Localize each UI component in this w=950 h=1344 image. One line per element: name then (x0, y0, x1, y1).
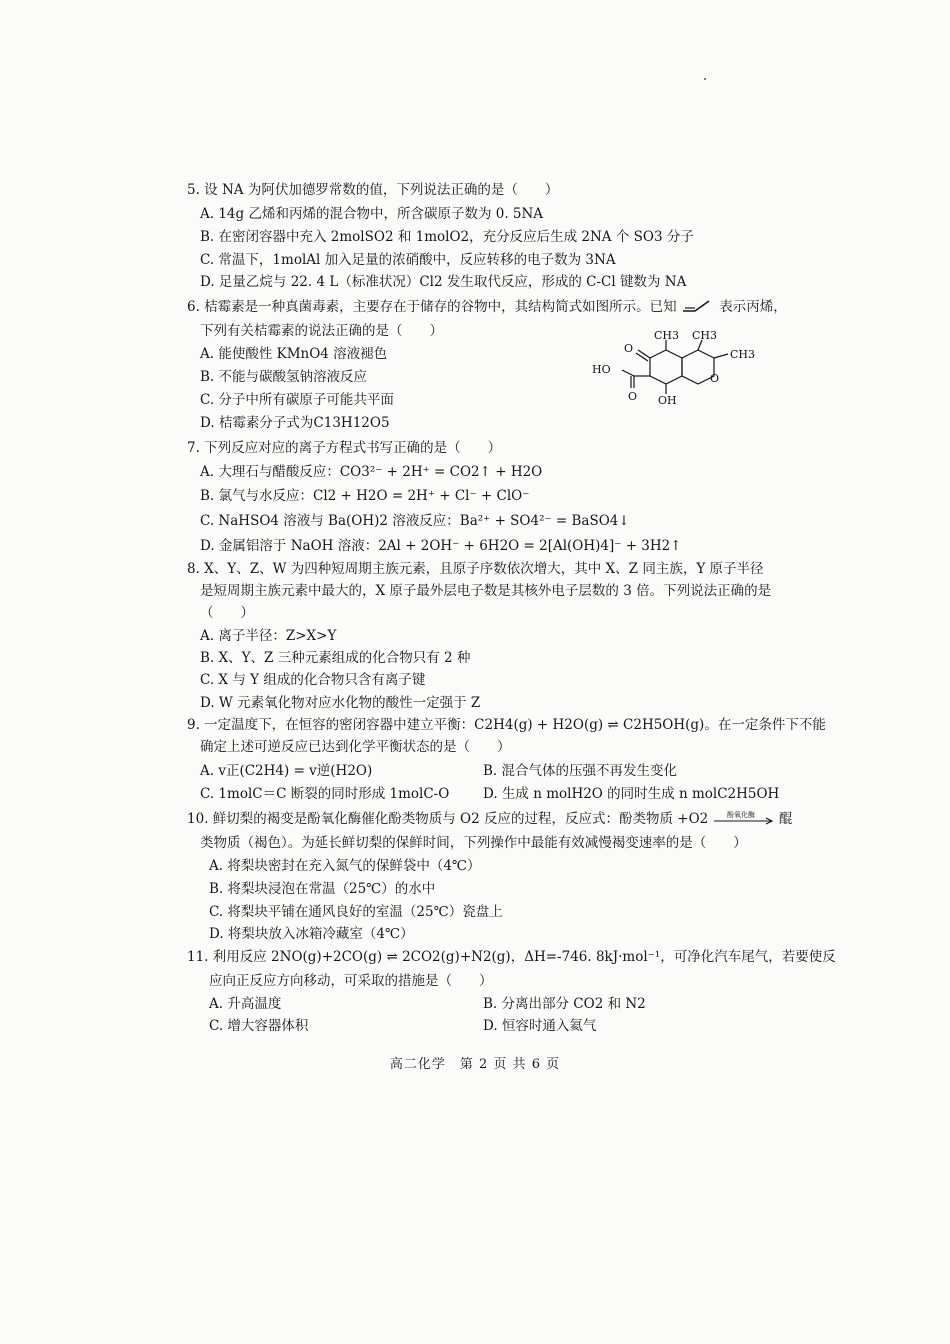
page-footer: 高二化学 第 2 页 共 6 页 (389, 1057, 561, 1072)
q6-option-d: D. 桔霉素分子式为C13H12O5 (200, 415, 390, 431)
propene-zigzag-icon (681, 299, 715, 313)
q10-stem-1-text: 10. 鲜切梨的褐变是酚氧化酶催化酚类物质与 O2 反应的过程，反应式：酚类物质 +O2 (187, 811, 709, 827)
arrow-label-enzyme: 酚氧化酶 (726, 811, 755, 819)
reaction-arrow-icon (713, 810, 775, 826)
q11-option-a: A. 升高温度 (209, 996, 282, 1012)
q8-option-a: A. 离子半径：Z>X>Y (200, 628, 337, 644)
q8-stem-2: 是短周期主族元素中最大的，X 原子最外层电子数是其核外电子层数的 3 倍。下列说法正确的是 (200, 583, 772, 599)
structure-ch3-a: CH3 (654, 330, 680, 342)
q11-option-b: B. 分离出部分 CO2 和 N2 (483, 996, 646, 1012)
q5-option-d: D. 足量乙烷与 22. 4 L（标准状况）Cl2 发生取代反应，形成的 C-Cl 键数为 NA (200, 274, 687, 290)
q10-option-a: A. 将梨块密封在充入氮气的保鲜袋中（4℃） (209, 858, 481, 874)
q7-option-d: D. 金属铝溶于 NaOH 溶液：2Al + 2OH⁻ + 6H2O = 2[Al(OH)4]⁻ + 3H2↑ (200, 538, 682, 554)
q7-option-a: A. 大理石与醋酸反应：CO3²⁻ + 2H⁺ = CO2↑ + H2O (200, 464, 543, 480)
q9-option-a: A. v正(C2H4) = v逆(H2O) (200, 763, 373, 779)
structure-o-carboxyl: O (628, 390, 638, 403)
q5-option-a: A. 14g 乙烯和丙烯的混合物中，所含碳原子数为 0. 5NA (200, 206, 544, 222)
q8-stem-3: （ ） (200, 605, 254, 621)
q6-stem-2: 下列有关桔霉素的说法正确的是（ ） (200, 323, 443, 339)
q10-stem-1-tail: 醌 (778, 811, 793, 827)
q9-option-d: D. 生成 n molH2O 的同时生成 n molC2H5OH (483, 786, 780, 802)
q7-option-c: C. NaHSO4 溶液与 Ba(OH)2 溶液反应：Ba²⁺ + SO4²⁻ = BaSO4↓ (200, 513, 630, 529)
structure-ho: HO (592, 363, 611, 376)
q8-option-b: B. X、Y、Z 三种元素组成的化合物只有 2 种 (200, 650, 471, 666)
structure-o-ketone: O (624, 342, 634, 355)
q10-option-c: C. 将梨块平铺在通风良好的室温（25℃）瓷盘上 (209, 904, 503, 920)
structure-o-ring: O (710, 372, 720, 385)
q5-option-b: B. 在密闭容器中充入 2molSO2 和 1molO2，充分反应后生成 2NA 个 SO3 分子 (200, 229, 694, 245)
q11-option-c: C. 增大容器体积 (209, 1018, 309, 1034)
q10-option-b: B. 将梨块浸泡在常温（25℃）的水中 (209, 881, 436, 897)
q9-option-c: C. 1molC＝C 断裂的同时形成 1molC-O (200, 786, 450, 802)
q11-option-d: D. 恒容时通入氦气 (483, 1018, 597, 1034)
q9-stem-2: 确定上述可逆反应已达到化学平衡状态的是（ ） (200, 739, 511, 755)
enzyme-reaction-arrow (713, 810, 775, 828)
q6-stem-1-tail: 表示丙烯， (719, 299, 787, 315)
q10-stem-1 (187, 810, 792, 828)
citrinin-structure-diagram (588, 330, 763, 415)
q7-option-b: B. 氯气与水反应：Cl2 + H2O = 2H⁺ + Cl⁻ + ClO⁻ (200, 488, 530, 504)
q6-option-b: B. 不能与碳酸氢钠溶液反应 (200, 369, 368, 385)
structure-oh: OH (658, 394, 677, 407)
q7-stem: 7. 下列反应对应的离子方程式书写正确的是（ ） (187, 440, 502, 456)
q9-option-b: B. 混合气体的压强不再发生变化 (483, 763, 678, 779)
q9-stem-1: 9. 一定温度下，在恒容的密闭容器中建立平衡：C2H4(g) + H2O(g) ⇌ C2H5OH(g)。在一定条件下不能 (187, 717, 826, 733)
q6-stem-1 (187, 298, 787, 316)
q5-option-c: C. 常温下，1molAl 加入足量的浓硝酸中，反应转移的电子数为 3NA (200, 252, 616, 268)
q10-stem-2: 类物质（褐色）。为延长鲜切梨的保鲜时间，下列操作中最能有效减慢褐变速率的是（ ） (200, 835, 747, 851)
q8-stem-1: 8. X、Y、Z、W 为四种短周期主族元素，且原子序数依次增大，其中 X、Z 同主族，Y 原子半径 (187, 561, 764, 577)
q11-stem-1: 11. 利用反应 2NO(g)+2CO(g) ⇌ 2CO2(g)+N2(g)，ΔH=-746. 8kJ·mol⁻¹，可净化汽车尾气，若要使反 (187, 949, 836, 965)
q11-stem-2: 应向正反应方向移动，可采取的措施是（ ） (209, 973, 493, 989)
structure-ch3-b: CH3 (692, 330, 718, 342)
q8-option-d: D. W 元素氧化物对应水化物的酸性一定强于 Z (200, 695, 481, 711)
q6-stem-1-text: 6. 桔霉素是一种真菌毒素，主要存在于储存的谷物中，其结构简式如图所示。已知 (187, 299, 677, 315)
q8-option-c: C. X 与 Y 组成的化合物只含有离子键 (200, 672, 426, 688)
q10-option-d: D. 将梨块放入冰箱冷藏室（4℃） (209, 926, 414, 942)
q6-option-c: C. 分子中所有碳原子可能共平面 (200, 392, 394, 408)
scan-speck (704, 78, 706, 80)
q5-stem: 5. 设 NA 为阿伏加德罗常数的值，下列说法正确的是（ ） (187, 182, 559, 198)
q6-option-a: A. 能使酸性 KMnO4 溶液褪色 (200, 346, 388, 362)
structure-ch3-c: CH3 (730, 348, 756, 361)
